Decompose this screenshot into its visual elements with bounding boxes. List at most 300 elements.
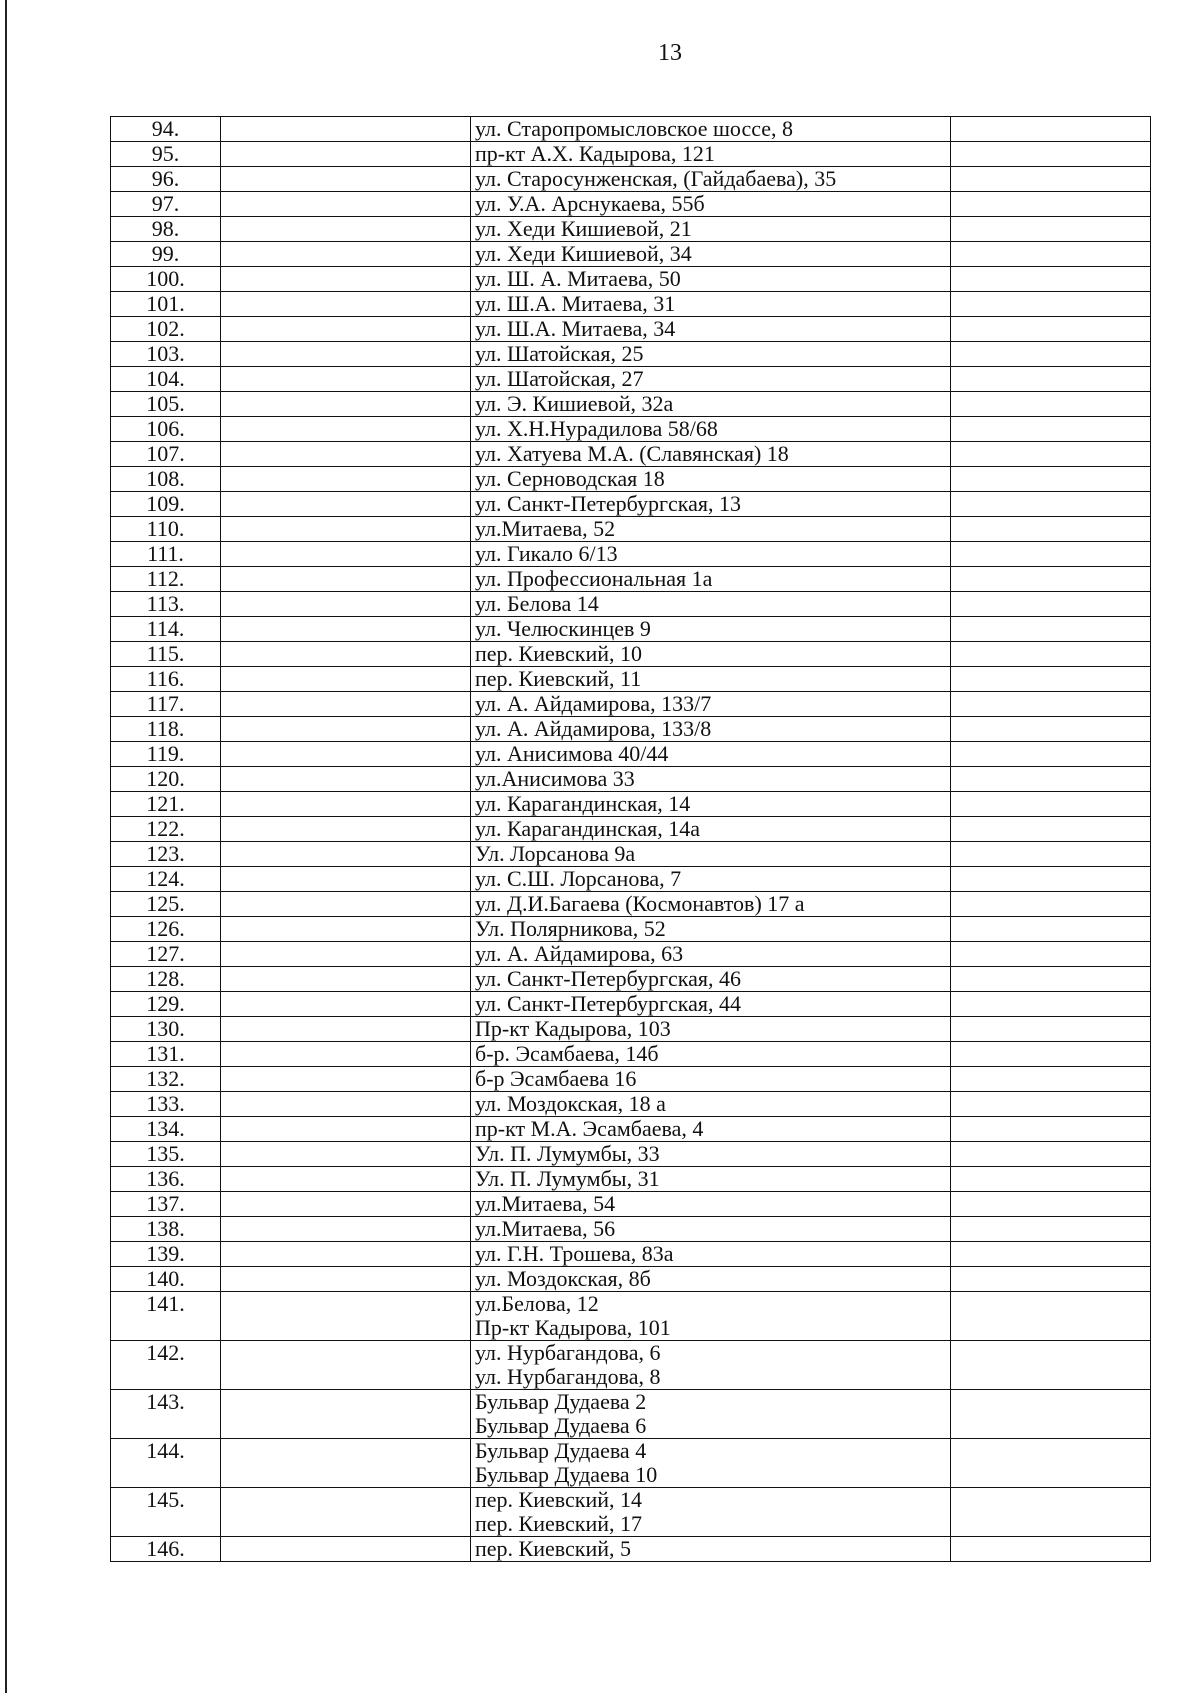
empty-cell xyxy=(221,167,471,192)
row-number: 145. xyxy=(111,1488,221,1537)
empty-cell xyxy=(221,1267,471,1292)
empty-cell xyxy=(221,242,471,267)
row-number: 121. xyxy=(111,792,221,817)
address-cell xyxy=(471,167,951,192)
table-row xyxy=(111,892,1151,917)
table-row xyxy=(111,642,1151,667)
table-row xyxy=(111,367,1151,392)
table-row xyxy=(111,1439,1151,1488)
address-line: ул. Хеди Кишиевой, 21 xyxy=(475,216,692,241)
empty-cell xyxy=(951,617,1151,642)
address-line: ул. Санкт-Петербургская, 13 xyxy=(475,491,741,516)
empty-cell xyxy=(221,417,471,442)
table-row xyxy=(111,942,1151,967)
empty-cell xyxy=(951,392,1151,417)
table-row xyxy=(111,1390,1151,1439)
row-number: 98. xyxy=(111,217,221,242)
empty-cell xyxy=(951,1017,1151,1042)
table-row xyxy=(111,567,1151,592)
empty-cell xyxy=(221,467,471,492)
address-cell xyxy=(471,517,951,542)
row-number: 110. xyxy=(111,517,221,542)
address-cell xyxy=(471,392,951,417)
empty-cell xyxy=(221,667,471,692)
empty-cell xyxy=(951,517,1151,542)
empty-cell xyxy=(951,1217,1151,1242)
empty-cell xyxy=(951,467,1151,492)
address-line: ул. Моздокская, 18 а xyxy=(475,1091,666,1116)
table-row xyxy=(111,392,1151,417)
scan-edge-line xyxy=(5,0,7,1693)
address-line: Бульвар Дудаева 2 xyxy=(475,1389,647,1414)
address-cell xyxy=(471,1067,951,1092)
address-cell xyxy=(471,142,951,167)
row-number: 124. xyxy=(111,867,221,892)
empty-cell xyxy=(951,142,1151,167)
empty-cell xyxy=(951,1439,1151,1488)
address-line: ул. Серноводская 18 xyxy=(475,466,665,491)
empty-cell xyxy=(221,317,471,342)
empty-cell xyxy=(951,1117,1151,1142)
empty-cell xyxy=(221,867,471,892)
empty-cell xyxy=(221,542,471,567)
address-cell xyxy=(471,292,951,317)
address-cell xyxy=(471,867,951,892)
empty-cell xyxy=(951,767,1151,792)
address-cell xyxy=(471,267,951,292)
empty-cell xyxy=(221,1042,471,1067)
address-cell xyxy=(471,692,951,717)
address-cell xyxy=(471,1292,951,1341)
empty-cell xyxy=(221,1292,471,1341)
empty-cell xyxy=(221,1390,471,1439)
empty-cell xyxy=(951,542,1151,567)
address-cell xyxy=(471,442,951,467)
table-row xyxy=(111,917,1151,942)
table-row xyxy=(111,1267,1151,1292)
table-row xyxy=(111,592,1151,617)
table-row xyxy=(111,1067,1151,1092)
table-row xyxy=(111,842,1151,867)
row-number: 143. xyxy=(111,1390,221,1439)
empty-cell xyxy=(221,117,471,142)
row-number: 146. xyxy=(111,1537,221,1562)
empty-cell xyxy=(951,1537,1151,1562)
empty-cell xyxy=(951,292,1151,317)
empty-cell xyxy=(221,917,471,942)
address-line: Бульвар Дудаева 10 xyxy=(475,1462,658,1487)
address-line: ул.Белова, 12 xyxy=(475,1291,599,1316)
address-line: ул.Митаева, 56 xyxy=(475,1216,616,1241)
table-row xyxy=(111,1167,1151,1192)
empty-cell xyxy=(221,517,471,542)
row-number: 101. xyxy=(111,292,221,317)
empty-cell xyxy=(951,1042,1151,1067)
empty-cell xyxy=(951,442,1151,467)
table-row xyxy=(111,1488,1151,1537)
row-number: 120. xyxy=(111,767,221,792)
row-number: 125. xyxy=(111,892,221,917)
empty-cell xyxy=(951,792,1151,817)
address-cell xyxy=(471,417,951,442)
empty-cell xyxy=(221,217,471,242)
empty-cell xyxy=(221,792,471,817)
address-line: Пр-кт Кадырова, 103 xyxy=(475,1016,671,1041)
address-line: ул. Профессиональная 1а xyxy=(475,566,713,591)
address-cell xyxy=(471,817,951,842)
table-row xyxy=(111,467,1151,492)
table-row xyxy=(111,242,1151,267)
address-line: ул. Э. Кишиевой, 32а xyxy=(475,391,674,416)
row-number: 115. xyxy=(111,642,221,667)
address-line: ул. Хеди Кишиевой, 34 xyxy=(475,241,692,266)
address-line: Бульвар Дудаева 4 xyxy=(475,1438,647,1463)
address-line: ул. Ш.А. Митаева, 34 xyxy=(475,316,676,341)
empty-cell xyxy=(221,1192,471,1217)
table-row xyxy=(111,742,1151,767)
empty-cell xyxy=(221,642,471,667)
row-number: 107. xyxy=(111,442,221,467)
address-line: ул. Хатуева М.А. (Славянская) 18 xyxy=(475,441,789,466)
row-number: 95. xyxy=(111,142,221,167)
row-number: 123. xyxy=(111,842,221,867)
address-cell xyxy=(471,892,951,917)
row-number: 118. xyxy=(111,717,221,742)
table-row xyxy=(111,992,1151,1017)
address-cell xyxy=(471,567,951,592)
empty-cell xyxy=(951,267,1151,292)
address-cell xyxy=(471,767,951,792)
empty-cell xyxy=(221,367,471,392)
empty-cell xyxy=(221,717,471,742)
row-number: 126. xyxy=(111,917,221,942)
table-row xyxy=(111,317,1151,342)
empty-cell xyxy=(221,1242,471,1267)
row-number: 134. xyxy=(111,1117,221,1142)
address-cell xyxy=(471,1242,951,1267)
empty-cell xyxy=(221,1537,471,1562)
empty-cell xyxy=(951,492,1151,517)
table-row xyxy=(111,1142,1151,1167)
empty-cell xyxy=(951,192,1151,217)
address-line: ул. Шатойская, 27 xyxy=(475,366,644,391)
empty-cell xyxy=(951,1067,1151,1092)
empty-cell xyxy=(951,1092,1151,1117)
row-number: 142. xyxy=(111,1341,221,1390)
address-cell xyxy=(471,1117,951,1142)
empty-cell xyxy=(951,167,1151,192)
empty-cell xyxy=(951,892,1151,917)
address-cell xyxy=(471,492,951,517)
address-line: б-р. Эсамбаева, 14б xyxy=(475,1041,659,1066)
row-number: 127. xyxy=(111,942,221,967)
address-cell xyxy=(471,1192,951,1217)
address-line: пер. Киевский, 11 xyxy=(475,666,642,691)
address-line: ул. Челюскинцев 9 xyxy=(475,616,651,641)
empty-cell xyxy=(221,742,471,767)
empty-cell xyxy=(221,1167,471,1192)
table-row xyxy=(111,1042,1151,1067)
empty-cell xyxy=(951,1292,1151,1341)
address-cell xyxy=(471,117,951,142)
empty-cell xyxy=(221,392,471,417)
empty-cell xyxy=(221,292,471,317)
row-number: 113. xyxy=(111,592,221,617)
empty-cell xyxy=(221,842,471,867)
empty-cell xyxy=(951,367,1151,392)
row-number: 139. xyxy=(111,1242,221,1267)
empty-cell xyxy=(951,1242,1151,1267)
row-number: 109. xyxy=(111,492,221,517)
empty-cell xyxy=(951,1267,1151,1292)
address-cell xyxy=(471,342,951,367)
empty-cell xyxy=(221,1488,471,1537)
address-line: ул. Х.Н.Нурадилова 58/68 xyxy=(475,416,718,441)
table-row xyxy=(111,417,1151,442)
address-cell xyxy=(471,717,951,742)
address-cell xyxy=(471,1439,951,1488)
address-cell xyxy=(471,1217,951,1242)
table-row xyxy=(111,142,1151,167)
address-line: ул. Гикало 6/13 xyxy=(475,541,618,566)
empty-cell xyxy=(951,992,1151,1017)
table-row xyxy=(111,217,1151,242)
address-line: ул. У.А. Арснукаева, 55б xyxy=(475,191,705,216)
address-line: пр-кт М.А. Эсамбаева, 4 xyxy=(475,1116,704,1141)
table-row xyxy=(111,1192,1151,1217)
empty-cell xyxy=(221,942,471,967)
row-number: 104. xyxy=(111,367,221,392)
empty-cell xyxy=(221,817,471,842)
row-number: 129. xyxy=(111,992,221,1017)
empty-cell xyxy=(221,1067,471,1092)
page-number: 13 xyxy=(658,40,682,66)
address-cell xyxy=(471,742,951,767)
empty-cell xyxy=(951,942,1151,967)
address-line: ул. Д.И.Багаева (Космонавтов) 17 а xyxy=(475,891,805,916)
address-cell xyxy=(471,1537,951,1562)
empty-cell xyxy=(951,1167,1151,1192)
address-line: пер. Киевский, 10 xyxy=(475,641,643,666)
empty-cell xyxy=(221,617,471,642)
empty-cell xyxy=(951,867,1151,892)
table-row xyxy=(111,517,1151,542)
address-cell xyxy=(471,592,951,617)
empty-cell xyxy=(951,717,1151,742)
address-line: Ул. П. Лумумбы, 33 xyxy=(475,1141,660,1166)
empty-cell xyxy=(221,692,471,717)
empty-cell xyxy=(951,1341,1151,1390)
address-cell xyxy=(471,917,951,942)
address-line: ул. Санкт-Петербургская, 44 xyxy=(475,991,741,1016)
row-number: 108. xyxy=(111,467,221,492)
address-line: ул. Анисимова 40/44 xyxy=(475,741,669,766)
empty-cell xyxy=(221,767,471,792)
table-row xyxy=(111,117,1151,142)
empty-cell xyxy=(951,967,1151,992)
empty-cell xyxy=(221,892,471,917)
table-row xyxy=(111,542,1151,567)
address-line: Ул. Полярникова, 52 xyxy=(475,916,666,941)
empty-cell xyxy=(951,242,1151,267)
table-row xyxy=(111,1217,1151,1242)
table-row xyxy=(111,792,1151,817)
row-number: 99. xyxy=(111,242,221,267)
address-line: ул. Ш.А. Митаева, 31 xyxy=(475,291,676,316)
row-number: 97. xyxy=(111,192,221,217)
empty-cell xyxy=(221,967,471,992)
address-line: ул. Старосунженская, (Гайдабаева), 35 xyxy=(475,166,837,191)
row-number: 138. xyxy=(111,1217,221,1242)
table-row xyxy=(111,617,1151,642)
row-number: 100. xyxy=(111,267,221,292)
table-row xyxy=(111,192,1151,217)
empty-cell xyxy=(951,742,1151,767)
table-row xyxy=(111,1017,1151,1042)
address-cell xyxy=(471,1267,951,1292)
row-number: 117. xyxy=(111,692,221,717)
empty-cell xyxy=(951,1142,1151,1167)
address-line: ул. Ш. А. Митаева, 50 xyxy=(475,266,681,291)
empty-cell xyxy=(951,217,1151,242)
row-number: 132. xyxy=(111,1067,221,1092)
row-number: 137. xyxy=(111,1192,221,1217)
row-number: 116. xyxy=(111,667,221,692)
address-cell xyxy=(471,942,951,967)
address-cell xyxy=(471,992,951,1017)
row-number: 114. xyxy=(111,617,221,642)
empty-cell xyxy=(951,567,1151,592)
address-line: ул.Митаева, 52 xyxy=(475,516,616,541)
empty-cell xyxy=(221,1341,471,1390)
empty-cell xyxy=(221,1439,471,1488)
table-row xyxy=(111,692,1151,717)
empty-cell xyxy=(951,842,1151,867)
empty-cell xyxy=(951,1192,1151,1217)
address-line: ул. Белова 14 xyxy=(475,591,599,616)
address-table-container xyxy=(110,116,1150,1562)
row-number: 144. xyxy=(111,1439,221,1488)
row-number: 122. xyxy=(111,817,221,842)
row-number: 94. xyxy=(111,117,221,142)
empty-cell xyxy=(951,917,1151,942)
row-number: 96. xyxy=(111,167,221,192)
row-number: 130. xyxy=(111,1017,221,1042)
empty-cell xyxy=(951,642,1151,667)
address-cell xyxy=(471,842,951,867)
address-cell xyxy=(471,642,951,667)
address-line: ул. С.Ш. Лорсанова, 7 xyxy=(475,866,682,891)
address-line: ул. Нурбагандова, 8 xyxy=(475,1364,661,1389)
address-line: ул. Г.Н. Трошева, 83а xyxy=(475,1241,674,1266)
empty-cell xyxy=(951,1390,1151,1439)
address-cell xyxy=(471,1092,951,1117)
address-cell xyxy=(471,542,951,567)
empty-cell xyxy=(951,1488,1151,1537)
table-row xyxy=(111,717,1151,742)
row-number: 141. xyxy=(111,1292,221,1341)
row-number: 103. xyxy=(111,342,221,367)
address-line: ул. Карагандинская, 14 xyxy=(475,791,691,816)
address-line: ул. А. Айдамирова, 133/8 xyxy=(475,716,712,741)
address-cell xyxy=(471,1390,951,1439)
address-line: пр-кт А.Х. Кадырова, 121 xyxy=(475,141,715,166)
address-line: ул.Анисимова 33 xyxy=(475,766,635,791)
table-row xyxy=(111,492,1151,517)
address-line: Ул. Лорсанова 9а xyxy=(475,841,636,866)
empty-cell xyxy=(221,192,471,217)
row-number: 131. xyxy=(111,1042,221,1067)
table-row xyxy=(111,867,1151,892)
empty-cell xyxy=(221,992,471,1017)
address-line: ул. А. Айдамирова, 133/7 xyxy=(475,691,712,716)
address-table xyxy=(110,116,1151,1562)
table-row xyxy=(111,667,1151,692)
empty-cell xyxy=(951,592,1151,617)
table-row xyxy=(111,442,1151,467)
address-cell xyxy=(471,1167,951,1192)
row-number: 112. xyxy=(111,567,221,592)
row-number: 105. xyxy=(111,392,221,417)
address-line: пер. Киевский, 14 xyxy=(475,1487,643,1512)
address-line: ул. Шатойская, 25 xyxy=(475,341,644,366)
address-cell xyxy=(471,967,951,992)
address-cell xyxy=(471,1142,951,1167)
empty-cell xyxy=(221,342,471,367)
empty-cell xyxy=(221,267,471,292)
table-row xyxy=(111,167,1151,192)
empty-cell xyxy=(221,1092,471,1117)
address-cell xyxy=(471,1017,951,1042)
address-line: ул. Моздокская, 8б xyxy=(475,1266,651,1291)
address-cell xyxy=(471,617,951,642)
address-line: ул. А. Айдамирова, 63 xyxy=(475,941,684,966)
address-cell xyxy=(471,242,951,267)
address-cell xyxy=(471,367,951,392)
address-cell xyxy=(471,1341,951,1390)
address-line: Пр-кт Кадырова, 101 xyxy=(475,1315,671,1340)
row-number: 106. xyxy=(111,417,221,442)
empty-cell xyxy=(221,1017,471,1042)
empty-cell xyxy=(221,142,471,167)
address-line: б-р Эсамбаева 16 xyxy=(475,1066,637,1091)
address-line: ул. Нурбагандова, 6 xyxy=(475,1340,661,1365)
empty-cell xyxy=(221,1117,471,1142)
empty-cell xyxy=(951,817,1151,842)
address-line: ул. Старопромысловское шоссе, 8 xyxy=(475,116,794,141)
empty-cell xyxy=(951,342,1151,367)
table-row xyxy=(111,1242,1151,1267)
empty-cell xyxy=(221,492,471,517)
row-number: 102. xyxy=(111,317,221,342)
address-cell xyxy=(471,217,951,242)
row-number: 133. xyxy=(111,1092,221,1117)
address-line: ул. Санкт-Петербургская, 46 xyxy=(475,966,741,991)
empty-cell xyxy=(951,692,1151,717)
table-row xyxy=(111,767,1151,792)
empty-cell xyxy=(221,1217,471,1242)
table-row xyxy=(111,817,1151,842)
row-number: 111. xyxy=(111,542,221,567)
address-cell xyxy=(471,792,951,817)
address-line: ул.Митаева, 54 xyxy=(475,1191,616,1216)
table-row xyxy=(111,1292,1151,1341)
address-cell xyxy=(471,467,951,492)
empty-cell xyxy=(951,417,1151,442)
table-row xyxy=(111,967,1151,992)
table-row xyxy=(111,1341,1151,1390)
address-cell xyxy=(471,1042,951,1067)
